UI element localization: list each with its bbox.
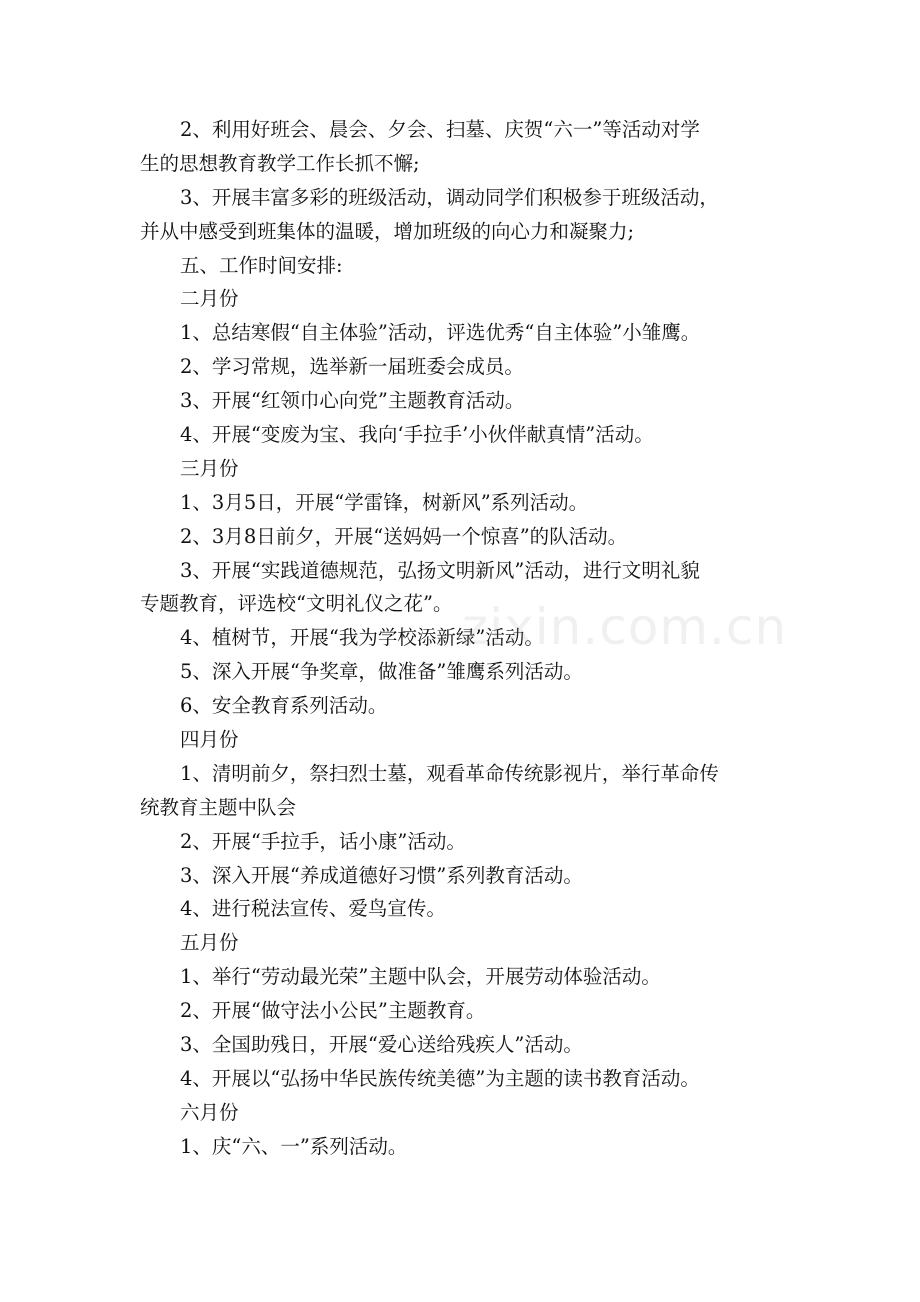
text-line: 并从中感受到班集体的温暖，增加班级的向心力和凝聚力; bbox=[140, 219, 635, 243]
text-line: 二月份 bbox=[180, 287, 239, 311]
text-line: 3、开展丰富多彩的班级活动，调动同学们积极参于班级活动， bbox=[180, 185, 719, 209]
text-line: 2、利用好班会、晨会、夕会、扫墓、庆贺“六一”等活动对学 bbox=[180, 118, 700, 141]
watermark: zixin.com.cn bbox=[462, 598, 788, 656]
text-line: 统教育主题中队会 bbox=[140, 795, 297, 819]
text-line: 1、庆“六、一”系列活动。 bbox=[180, 1134, 408, 1158]
text-line: 六月份 bbox=[180, 1100, 239, 1124]
text-line: 五、工作时间安排: bbox=[180, 253, 343, 277]
text-line: 5、深入开展“争奖章，做准备”雏鹰系列活动。 bbox=[180, 660, 583, 684]
text-line: 4、植树节，开展“我为学校添新绿”活动。 bbox=[180, 626, 544, 650]
text-line: 4、进行税法宣传、爱鸟宣传。 bbox=[180, 897, 446, 921]
text-line: 3、全国助残日，开展“爱心送给残疾人”活动。 bbox=[180, 1033, 583, 1057]
text-line: 1、总结寒假“自主体验”活动，评选优秀“自主体验”小雏鹰。 bbox=[180, 321, 701, 345]
text-line: 三月份 bbox=[180, 456, 239, 480]
text-line: 4、开展“变废为宝、我向‘手拉手’小伙伴献真情”活动。 bbox=[180, 423, 654, 447]
text-line: 生的思想教育教学工作长抓不懈; bbox=[140, 151, 420, 175]
text-line: 专题教育，评选校“文明礼仪之花”。 bbox=[140, 592, 453, 616]
text-line: 2、3月8日前夕，开展“送妈妈一个惊喜”的队活动。 bbox=[180, 524, 628, 548]
text-line: 3、开展“实践道德规范，弘扬文明新风”活动，进行文明礼貌 bbox=[180, 558, 700, 582]
text-line: 2、开展“手拉手，话小康”活动。 bbox=[180, 829, 466, 853]
text-line: 1、3月5日，开展“学雷锋，树新风”系列活动。 bbox=[180, 490, 589, 514]
text-line: 6、安全教育系列活动。 bbox=[180, 694, 388, 718]
text-line: 1、清明前夕，祭扫烈士墓，观看革命传统影视片，举行革命传 bbox=[180, 761, 719, 785]
text-line: 2、开展“做守法小公民”主题教育。 bbox=[180, 999, 486, 1023]
text-line: 四月份 bbox=[180, 728, 239, 752]
text-line: 3、深入开展“养成道德好习惯”系列教育活动。 bbox=[180, 863, 583, 887]
text-line: 2、学习常规，选举新一届班委会成员。 bbox=[180, 355, 524, 379]
text-line: 4、开展以“弘扬中华民族传统美德”为主题的读书教育活动。 bbox=[180, 1066, 700, 1090]
document-body bbox=[140, 113, 800, 1164]
text-line: 1、举行“劳动最光荣”主题中队会，开展劳动体验活动。 bbox=[180, 965, 661, 989]
text-line: 3、开展“红领巾心向党”主题教育活动。 bbox=[180, 389, 525, 413]
text-line: 五月份 bbox=[180, 931, 239, 955]
